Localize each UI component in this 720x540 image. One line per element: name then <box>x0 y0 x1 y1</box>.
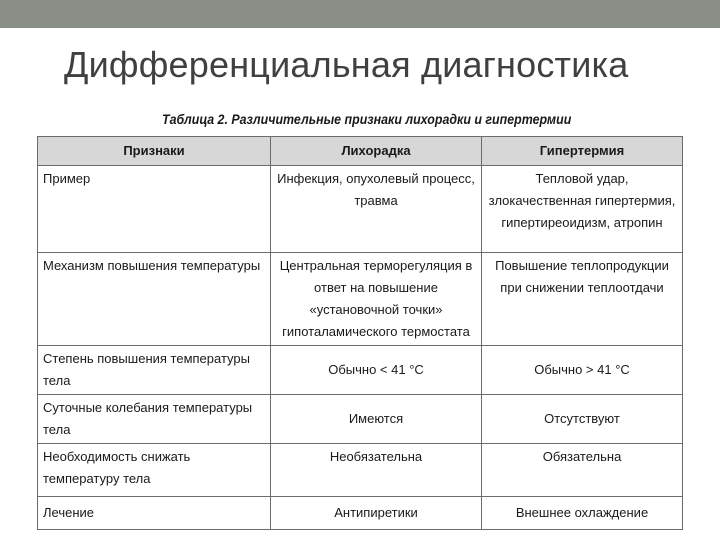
slide-title: Дифференциальная диагностика <box>64 44 629 85</box>
row-label: Необходимость снижать температуру тела <box>38 444 271 497</box>
hyperthermia-cell: Отсутствуют <box>482 395 683 444</box>
row-label: Пример <box>38 166 271 253</box>
hyperthermia-cell: Обычно > 41 °С <box>482 346 683 395</box>
row-label: Степень повышения температуры тела <box>38 346 271 395</box>
table-row <box>38 253 683 346</box>
fever-cell: Центральная терморегуляция в ответ на повышение «установочной точки» гипоталамического термостата <box>271 253 482 346</box>
table-row <box>38 497 683 530</box>
fever-cell: Необязательна <box>271 444 482 497</box>
table-row <box>38 444 683 497</box>
comparison-table <box>37 136 683 530</box>
header-fever: Лихорадка <box>271 137 482 166</box>
row-label: Механизм повышения температуры <box>38 253 271 346</box>
row-label: Суточные колебания температуры тела <box>38 395 271 444</box>
fever-cell: Имеются <box>271 395 482 444</box>
fever-cell: Антипиретики <box>271 497 482 530</box>
top-bar <box>0 0 720 28</box>
hyperthermia-cell: Обязательна <box>482 444 683 497</box>
comparison-table-wrapper <box>37 136 682 530</box>
table-row <box>38 346 683 395</box>
table-header-row <box>38 137 683 166</box>
hyperthermia-cell: Повышение теплопродукции при снижении теплоотдачи <box>482 253 683 346</box>
header-hyperthermia: Гипертермия <box>482 137 683 166</box>
fever-cell: Обычно < 41 °С <box>271 346 482 395</box>
header-signs: Признаки <box>38 137 271 166</box>
table-row <box>38 395 683 444</box>
row-label: Лечение <box>38 497 271 530</box>
hyperthermia-cell: Тепловой удар, злокачественная гипертермия, гипертиреоидизм, атропин <box>482 166 683 253</box>
fever-cell: Инфекция, опухолевый процесс, травма <box>271 166 482 253</box>
table-caption: Таблица 2. Различительные признаки лихорадки и гипертермии <box>162 112 572 127</box>
table-row <box>38 166 683 253</box>
hyperthermia-cell: Внешнее охлаждение <box>482 497 683 530</box>
